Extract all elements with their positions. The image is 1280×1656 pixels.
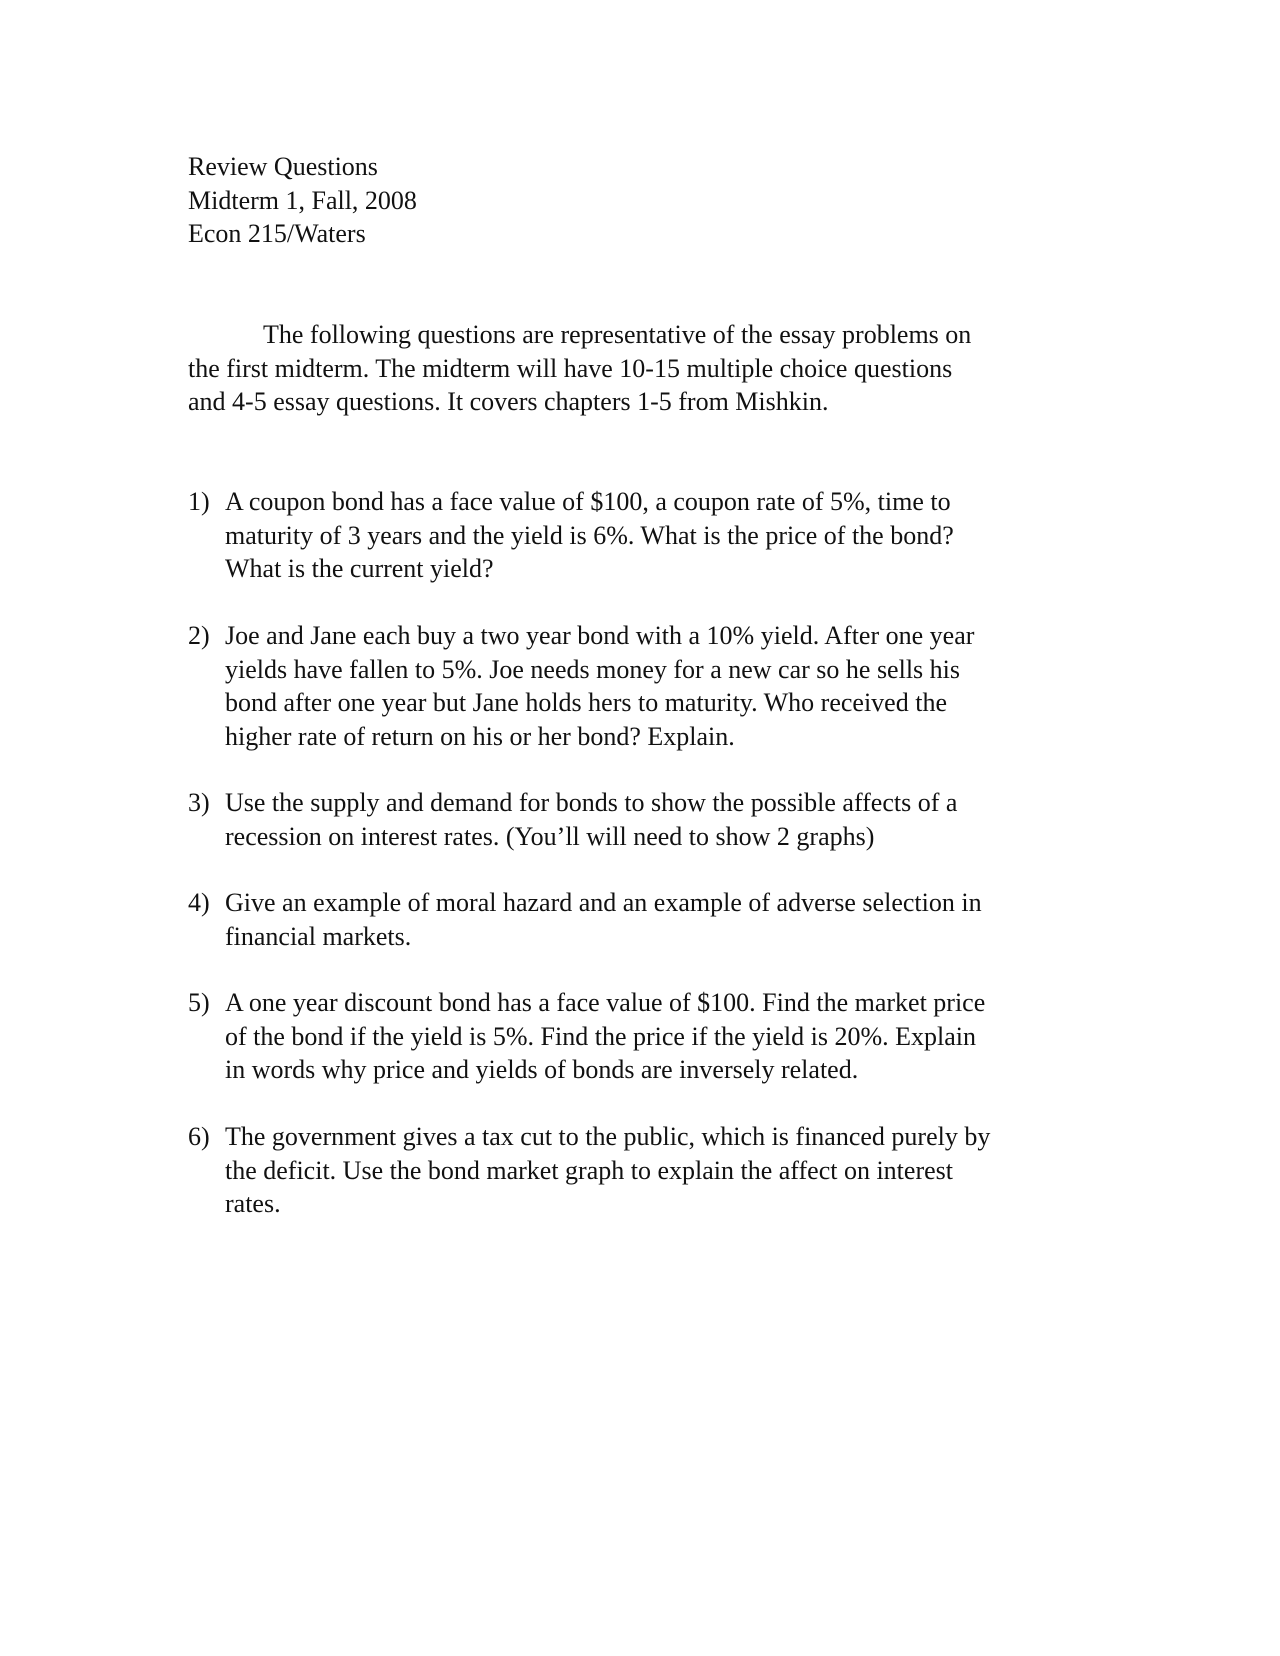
question-line: of the bond if the yield is 5%. Find the price if the yield is 20%. Explain xyxy=(225,1021,976,1051)
question-line: bond after one year but Jane holds hers to maturity. Who received the xyxy=(225,688,947,717)
question-number: 5) xyxy=(188,988,210,1017)
course-name: Econ 215/Waters xyxy=(188,219,366,248)
question-text xyxy=(225,886,982,953)
question-text xyxy=(225,619,974,753)
question-text xyxy=(225,485,954,586)
exam-name: Midterm 1, Fall, 2008 xyxy=(188,185,417,215)
question-line: Give an example of moral hazard and an example of adverse selection in xyxy=(225,888,982,917)
question-line: The government gives a tax cut to the public, which is financed purely by xyxy=(225,1122,991,1151)
question-text xyxy=(225,1120,990,1221)
intro-paragraph xyxy=(188,318,971,419)
question-line: financial markets. xyxy=(225,921,412,951)
question-number: 3) xyxy=(188,788,210,817)
question-line: A one year discount bond has a face value of $100. Find the market price xyxy=(225,988,986,1017)
question-line: the deficit. Use the bond market graph to explain the affect on interest xyxy=(225,1155,953,1185)
document-title: Review Questions xyxy=(188,152,378,181)
question-line: higher rate of return on his or her bond? Explain. xyxy=(225,721,735,751)
question-line: maturity of 3 years and the yield is 6%. What is the price of the bond? xyxy=(225,520,954,550)
question-number: 2) xyxy=(188,621,210,650)
question-line: in words why price and yields of bonds are inversely related. xyxy=(225,1055,859,1084)
intro-line: the first midterm. The midterm will have 10-15 multiple choice questions xyxy=(188,353,953,383)
question-line: yields have fallen to 5%. Joe needs money for a new car so he sells his xyxy=(225,654,961,684)
question-number: 1) xyxy=(188,487,210,516)
intro-line: The following questions are representative of the essay problems on xyxy=(263,320,972,349)
question-line: What is the current yield? xyxy=(225,554,494,583)
question-text xyxy=(225,986,985,1087)
intro-line: and 4-5 essay questions. It covers chapters 1-5 from Mishkin. xyxy=(188,387,829,416)
document-header xyxy=(188,150,417,251)
question-line: rates. xyxy=(225,1189,281,1218)
question-number: 6) xyxy=(188,1122,210,1151)
question-number: 4) xyxy=(188,888,210,917)
question-line: recession on interest rates. (You’ll will need to show 2 graphs) xyxy=(225,821,875,851)
question-line: A coupon bond has a face value of $100, a coupon rate of 5%, time to xyxy=(225,487,951,516)
question-line: Joe and Jane each buy a two year bond with a 10% yield. After one year xyxy=(225,621,975,650)
question-text xyxy=(225,786,957,853)
question-line: Use the supply and demand for bonds to show the possible affects of a xyxy=(225,788,958,817)
